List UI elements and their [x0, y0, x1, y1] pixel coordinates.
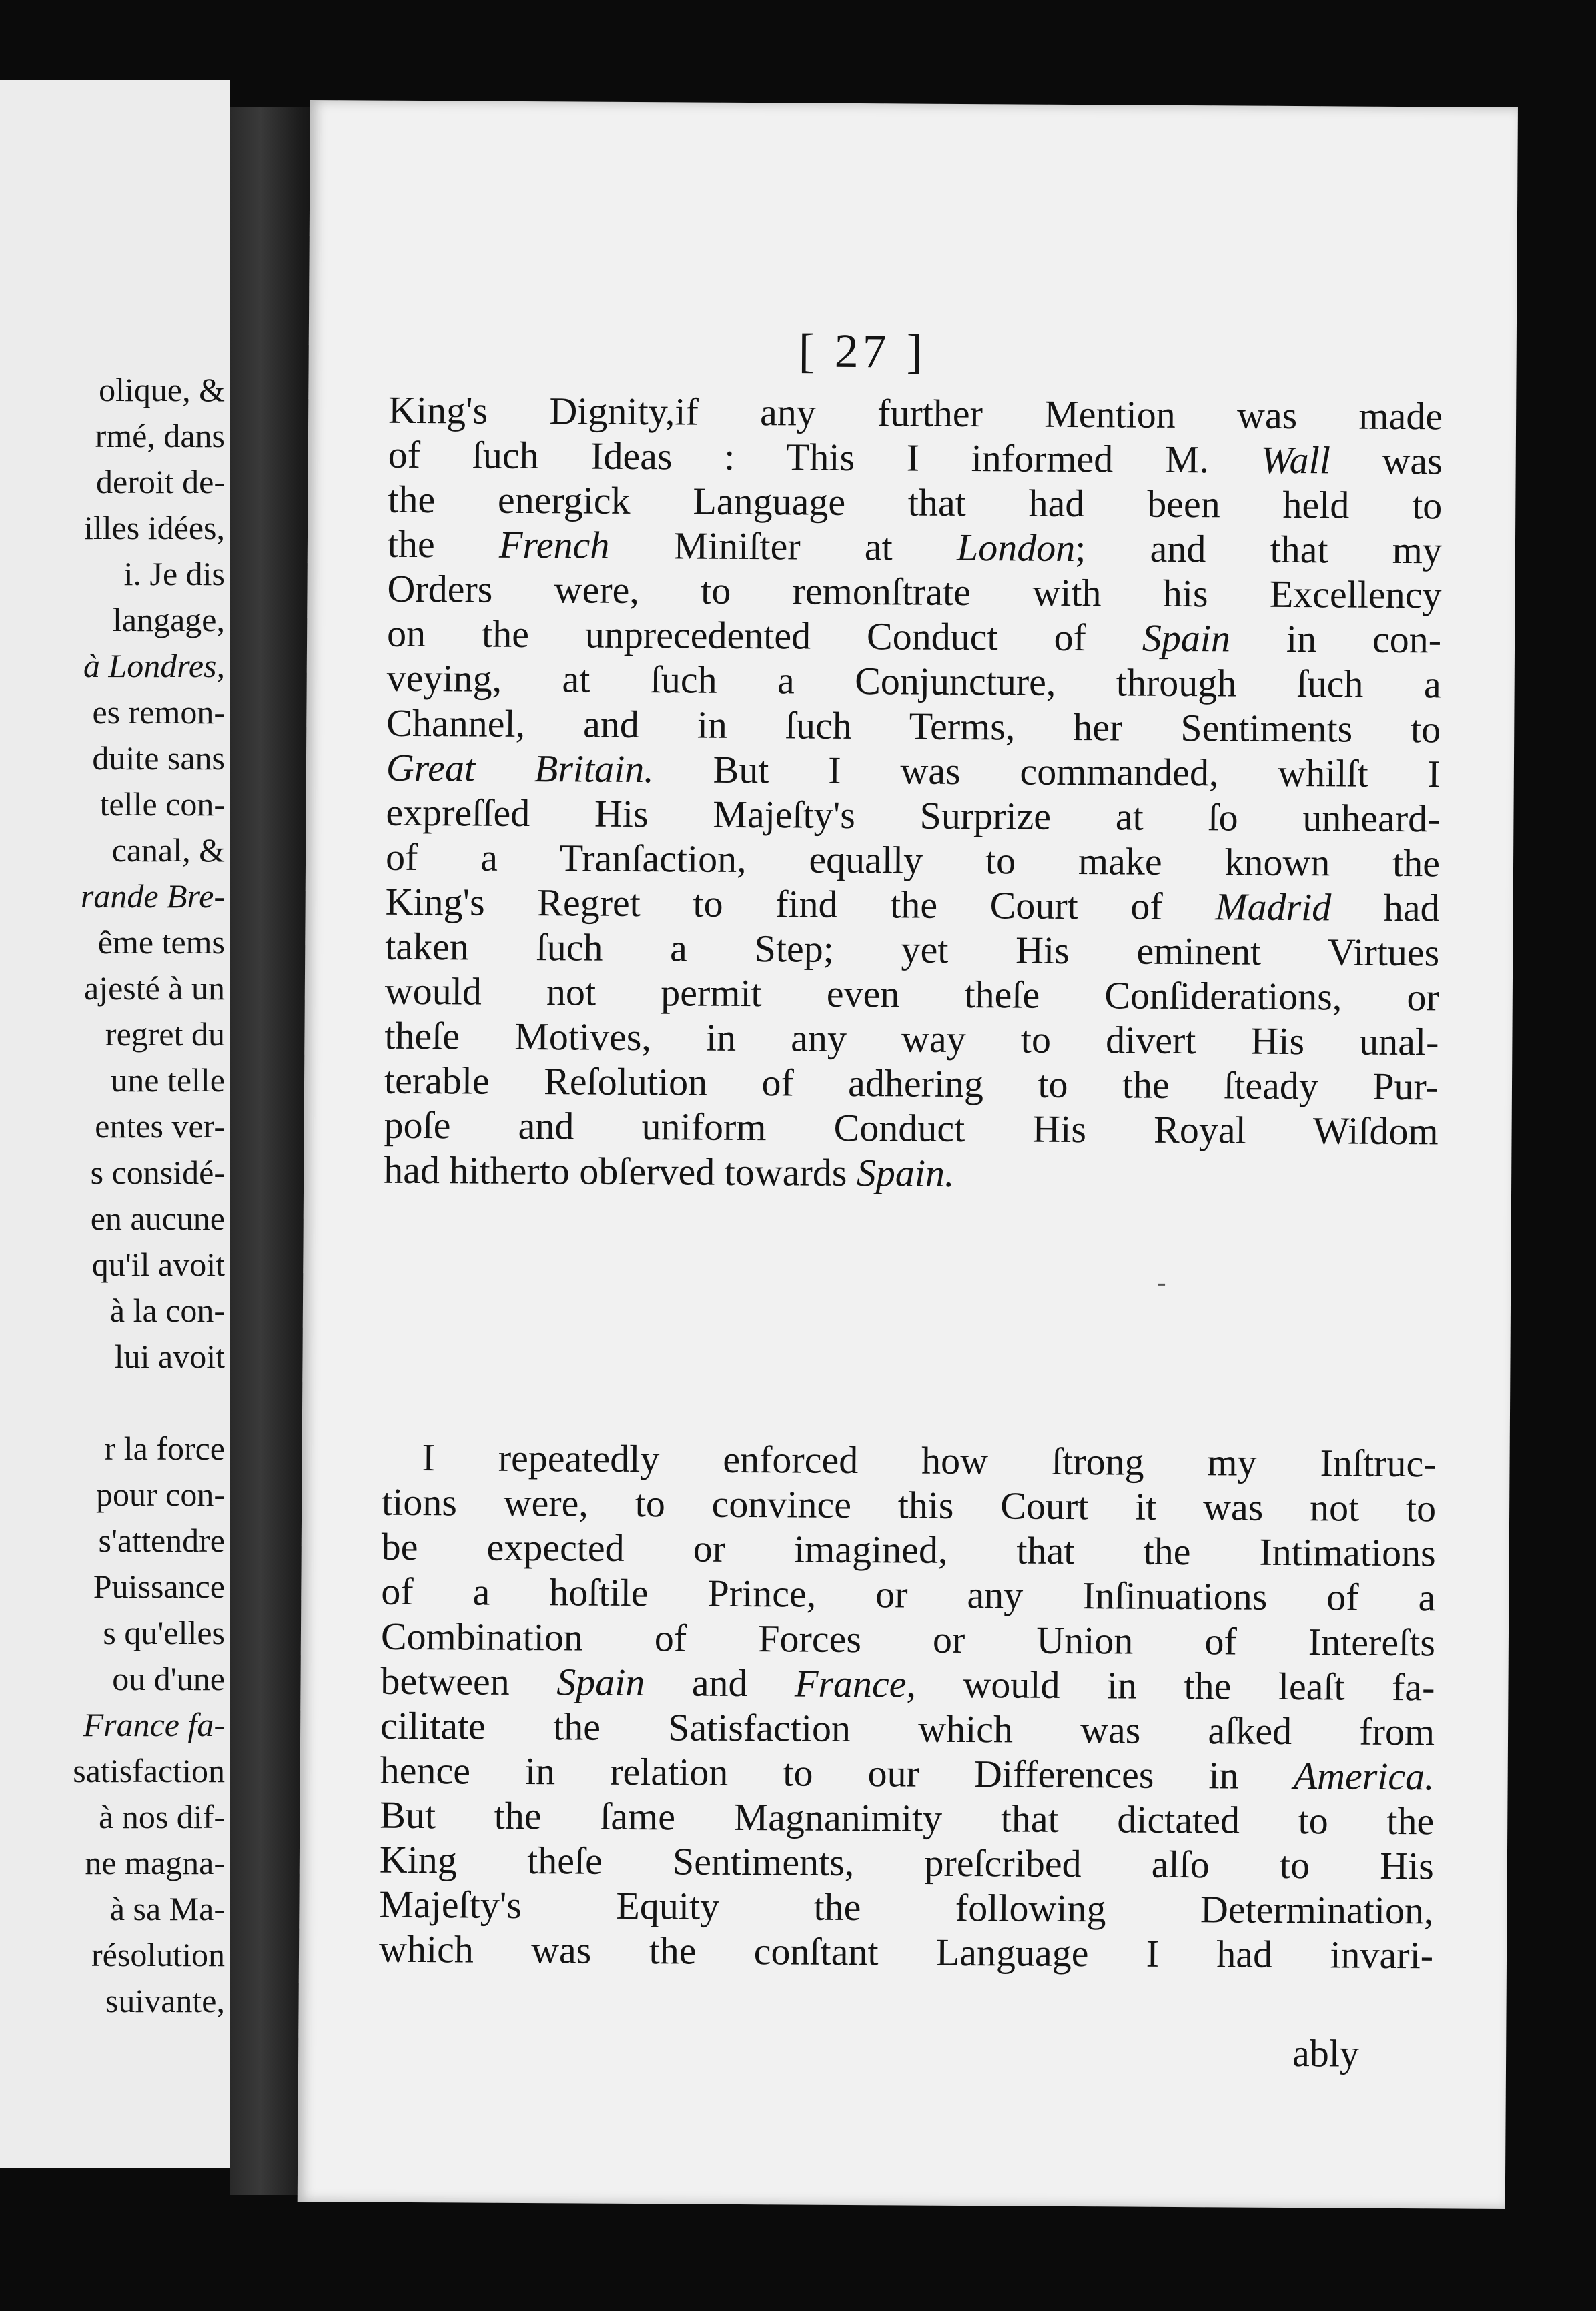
- text-line: Channel, and in ſuch Terms, her Sentiments to: [386, 701, 1441, 751]
- left-text-line: es remon-: [92, 693, 225, 731]
- left-text-line: rmé, dans: [95, 417, 225, 454]
- left-text-line: Puissance: [93, 1568, 225, 1605]
- left-text-line: qu'il avoit: [91, 1246, 225, 1283]
- left-text-line: canal, &: [111, 831, 225, 869]
- left-text-line: résolution: [91, 1936, 225, 1973]
- text-line: poſe and uniform Conduct His Royal Wiſdom: [384, 1103, 1439, 1153]
- left-text-line: r la force: [104, 1430, 225, 1467]
- left-text-line: ne magna-: [85, 1844, 225, 1881]
- text-line: the French Miniſter at London; and that my: [387, 522, 1443, 572]
- left-text-line: à Londres,: [83, 647, 225, 684]
- text-line: cilitate the Satisfaction which was aſked from: [380, 1703, 1435, 1754]
- left-text-line: rande Bre-: [80, 877, 225, 915]
- left-text-line: regret du: [105, 1015, 225, 1053]
- left-text-line: satisfaction: [73, 1752, 225, 1789]
- text-line: on the unprecedented Conduct of Spain in con-: [386, 611, 1442, 662]
- left-text-line: à sa Ma-: [109, 1890, 225, 1927]
- left-page-text: [11, 367, 225, 2024]
- text-line: hence in relation to our Differences in America.: [380, 1748, 1435, 1799]
- left-text-line: langage,: [113, 601, 225, 638]
- left-text-line: suivante,: [105, 1982, 225, 2019]
- left-text-line: pour con-: [96, 1476, 225, 1513]
- text-line: Combination of Forces or Union of Intereſts: [380, 1614, 1436, 1665]
- text-line: I repeatedly enforced how ſtrong my Inſtruc-: [422, 1436, 1437, 1486]
- text-line: the energick Language that had been held to: [388, 477, 1443, 528]
- text-line: of a hoſtile Prince, or any Inſinuations of a: [381, 1569, 1436, 1620]
- text-line: tions were, to convince this Court it was not to: [381, 1480, 1437, 1530]
- left-facing-page: [0, 80, 230, 2168]
- left-text-line: telle con-: [99, 785, 225, 823]
- left-text-line: à la con-: [109, 1292, 225, 1329]
- left-text-line: ou d'une: [112, 1660, 225, 1697]
- left-text-line: duite sans: [92, 739, 225, 777]
- left-text-line: lui avoit: [114, 1338, 225, 1375]
- text-line: had hitherto obſerved towards Spain.: [384, 1147, 955, 1195]
- page-number: [ 27 ]: [798, 324, 927, 378]
- catchword: ably: [1292, 2031, 1360, 2075]
- text-line: Majeſty's Equity the following Determination,: [379, 1882, 1434, 1933]
- text-line: Orders were, to remonſtrate with his Excellency: [387, 566, 1442, 617]
- left-text-line: illes idées,: [83, 509, 225, 546]
- left-text-line: s qu'elles: [103, 1614, 225, 1651]
- text-line: would not permit even theſe Conſiderations, or: [384, 969, 1440, 1019]
- text-line: which was the conſtant Language I had invari-: [378, 1927, 1434, 1977]
- left-text-line: à nos dif-: [99, 1798, 225, 1835]
- stray-mark: -: [1157, 1266, 1166, 1297]
- paragraph-2: [379, 1435, 1437, 1978]
- text-line: King theſe Sentiments, preſcribed alſo to His: [379, 1837, 1435, 1888]
- text-line: King's Regret to find the Court of Madrid had: [385, 879, 1440, 930]
- left-text-line: une telle: [111, 1061, 225, 1099]
- left-text-line: ême tems: [97, 923, 225, 961]
- left-text-line: France fa-: [83, 1706, 225, 1743]
- text-line: of a Tranſaction, equally to make known the: [385, 835, 1441, 885]
- left-text-line: deroit de-: [96, 463, 225, 500]
- left-text-line: [11, 1380, 225, 1426]
- text-line: expreſſed His Majeſty's Surprize at ſo unheard-: [386, 790, 1441, 841]
- left-text-line: ajesté à un: [83, 969, 225, 1007]
- text-line: But the ſame Magnanimity that dictated to the: [380, 1793, 1435, 1843]
- text-line: King's Dignity,if any further Mention was made: [388, 388, 1443, 438]
- text-line: between Spain and France, would in the leaſt fa-: [380, 1659, 1435, 1709]
- text-line: be expected or imagined, that the Intimations: [381, 1524, 1436, 1575]
- left-text-line: entes ver-: [95, 1107, 225, 1145]
- left-text-line: s'attendre: [98, 1522, 225, 1559]
- right-page: [298, 100, 1518, 2209]
- text-line: veying, at ſuch a Conjuncture, through ſuch a: [386, 656, 1441, 707]
- paragraph-1: [384, 388, 1443, 1199]
- left-text-line: i. Je dis: [123, 555, 225, 592]
- text-line: theſe Motives, in any way to divert His unal-: [384, 1013, 1439, 1064]
- left-text-line: en aucune: [90, 1200, 225, 1237]
- left-text-line: olique, &: [99, 371, 225, 408]
- text-line: taken ſuch a Step; yet His eminent Virtues: [385, 924, 1440, 975]
- text-line: terable Reſolution of adhering to the ſteady Pur-: [384, 1058, 1439, 1109]
- left-text-line: s considé-: [90, 1153, 225, 1191]
- text-line: of ſuch Ideas : This I informed M. Wall was: [388, 432, 1443, 483]
- text-line: Great Britain. But I was commanded, whilſt I: [386, 745, 1441, 796]
